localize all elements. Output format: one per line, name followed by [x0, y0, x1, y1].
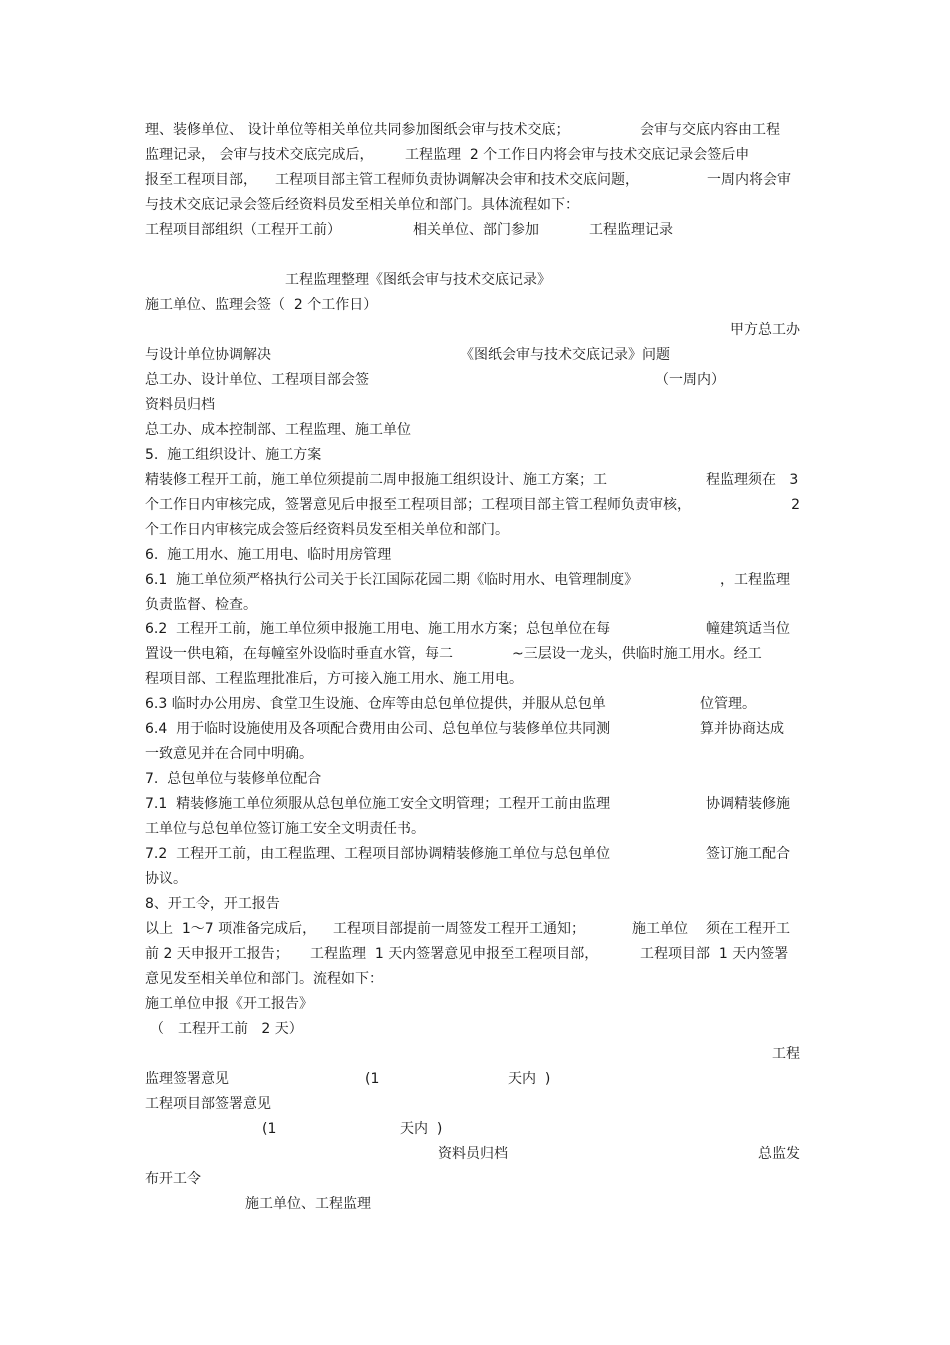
text-line-8-segment-0: 与设计单位协调解决 [145, 347, 271, 363]
text-line-7-segment-0: 甲方总工办 [730, 322, 800, 338]
text-line-12-segment-0: 5. 施工组织设计、施工方案 [145, 447, 322, 463]
text-line-26-segment-1: 协调精装修施 [706, 796, 790, 812]
text-line-33-segment-0: 意见发至相关单位和部门。流程如下： [145, 971, 383, 987]
text-line-13-segment-1: 程监理须在 3 [706, 472, 799, 488]
text-line-37-segment-2: 天内 ) [508, 1071, 551, 1087]
text-line-37-segment-0: 监理签署意见 [145, 1071, 229, 1087]
text-line-40-segment-0: 资料员归档 [438, 1146, 508, 1162]
text-line-13-segment-0: 精装修工程开工前，施工单位须提前二周申报施工组织设计、施工方案；工 [145, 472, 607, 488]
text-line-21-segment-0: 程项目部、工程监理批准后，方可接入施工用水、施工用电。 [145, 671, 523, 687]
text-line-27-segment-0: 工单位与总包单位签订施工安全文明责任书。 [145, 821, 425, 837]
text-line-18-segment-0: 负责监督、检查。 [145, 597, 257, 613]
text-line-9-segment-0: 总工办、设计单位、工程项目部会签 [145, 372, 369, 388]
text-line-16-segment-0: 6. 施工用水、施工用电、临时用房管理 [145, 547, 392, 563]
text-line-11-segment-0: 总工办、成本控制部、工程监理、施工单位 [145, 422, 411, 438]
text-line-38-segment-0: 工程项目部签署意见 [145, 1096, 271, 1112]
text-line-31-segment-1: 工程项目部提前一周签发工程开工通知； [333, 921, 585, 937]
text-line-31-segment-0: 以上 1～7 项准备完成后， [145, 921, 317, 937]
text-line-39-segment-0: (1 [262, 1121, 277, 1137]
text-line-4-segment-2: 工程监理记录 [589, 222, 673, 238]
text-line-17-segment-1: ，工程监理 [720, 572, 790, 588]
text-line-32-segment-0: 前 2 天申报开工报告； [145, 946, 289, 962]
text-line-20-segment-0: 置设一供电箱，在每幢室外设临时垂直水管，每二 [145, 646, 453, 662]
text-line-8-segment-1: 《图纸会审与技术交底记录》问题 [460, 347, 670, 363]
text-line-36-segment-0: 工程 [772, 1046, 800, 1062]
text-line-0-segment-0: 理、装修单位、 设计单位等相关单位共同参加图纸会审与技术交底； [145, 122, 570, 138]
text-line-28-segment-1: 签订施工配合 [706, 846, 790, 862]
text-line-0-segment-1: 会审与交底内容由工程 [640, 122, 780, 138]
text-line-31-segment-3: 须在工程开工 [706, 921, 790, 937]
text-line-10-segment-0: 资料员归档 [145, 397, 215, 413]
text-line-1-segment-1: 工程监理 2 个工作日内将会审与技术交底记录会签后申 [405, 147, 750, 163]
text-line-29-segment-0: 协议。 [145, 871, 187, 887]
text-line-19-segment-1: 幢建筑适当位 [706, 621, 790, 637]
text-line-25-segment-0: 7. 总包单位与装修单位配合 [145, 771, 322, 787]
text-line-3-segment-0: 与技术交底记录会签后经资料员发至相关单位和部门。具体流程如下： [145, 197, 579, 213]
text-line-14-segment-0: 个工作日内审核完成，签署意见后申报至工程项目部；工程项目部主管工程师负责审核， [145, 497, 691, 513]
text-line-15-segment-0: 个工作日内审核完成会签后经资料员发至相关单位和部门。 [145, 522, 509, 538]
text-line-40-segment-1: 总监发 [758, 1146, 800, 1162]
text-line-30-segment-0: 8、开工令，开工报告 [145, 896, 280, 912]
text-line-14-segment-1: 2 [791, 497, 800, 513]
text-line-23-segment-1: 算并协商达成 [700, 721, 784, 737]
text-line-37-segment-1: (1 [365, 1071, 380, 1087]
text-line-35-segment-0: （ [150, 1021, 164, 1037]
text-line-22-segment-0: 6.3 临时办公用房、食堂卫生设施、仓库等由总包单位提供，并服从总包单 [145, 696, 606, 712]
text-line-23-segment-0: 6.4 用于临时设施使用及各项配合费用由公司、总包单位与装修单位共同测 [145, 721, 611, 737]
text-line-5-segment-0: 工程监理整理《图纸会审与技术交底记录》 [285, 272, 551, 288]
text-line-9-segment-1: （一周内） [655, 372, 725, 388]
text-line-32-segment-2: 工程项目部 1 天内签署 [640, 946, 789, 962]
text-line-6-segment-0: 施工单位、监理会签（ 2 个工作日） [145, 297, 378, 313]
text-line-2-segment-1: 工程项目部主管工程师负责协调解决会审和技术交底问题， [275, 172, 639, 188]
text-line-41-segment-0: 布开工令 [145, 1171, 201, 1187]
text-line-28-segment-0: 7.2 工程开工前，由工程监理、工程项目部协调精装修施工单位与总包单位 [145, 846, 611, 862]
text-line-24-segment-0: 一致意见并在合同中明确。 [145, 746, 313, 762]
text-line-32-segment-1: 工程监理 1 天内签署意见申报至工程项目部， [310, 946, 599, 962]
text-line-42-segment-0: 施工单位、工程监理 [245, 1196, 371, 1212]
text-line-4-segment-0: 工程项目部组织（工程开工前） [145, 222, 341, 238]
text-line-2-segment-2: 一周内将会审 [707, 172, 791, 188]
text-line-17-segment-0: 6.1 施工单位须严格执行公司关于长江国际花园二期《临时用水、电管理制度》 [145, 572, 639, 588]
text-line-2-segment-0: 报至工程项目部， [145, 172, 257, 188]
text-line-34-segment-0: 施工单位申报《开工报告》 [145, 996, 313, 1012]
text-line-20-segment-1: ~三层设一龙头，供临时施工用水。经工 [512, 646, 762, 662]
text-line-35-segment-1: 工程开工前 2 天） [178, 1021, 303, 1037]
text-line-19-segment-0: 6.2 工程开工前，施工单位须申报施工用电、施工用水方案；总包单位在每 [145, 621, 611, 637]
text-line-31-segment-2: 施工单位 [632, 921, 688, 937]
text-line-4-segment-1: 相关单位、部门参加 [413, 222, 539, 238]
text-line-1-segment-0: 监理记录， 会审与技术交底完成后， [145, 147, 374, 163]
text-line-39-segment-1: 天内 ) [400, 1121, 443, 1137]
text-line-22-segment-1: 位管理。 [700, 696, 756, 712]
text-line-26-segment-0: 7.1 精装修施工单位须服从总包单位施工安全文明管理；工程开工前由监理 [145, 796, 611, 812]
